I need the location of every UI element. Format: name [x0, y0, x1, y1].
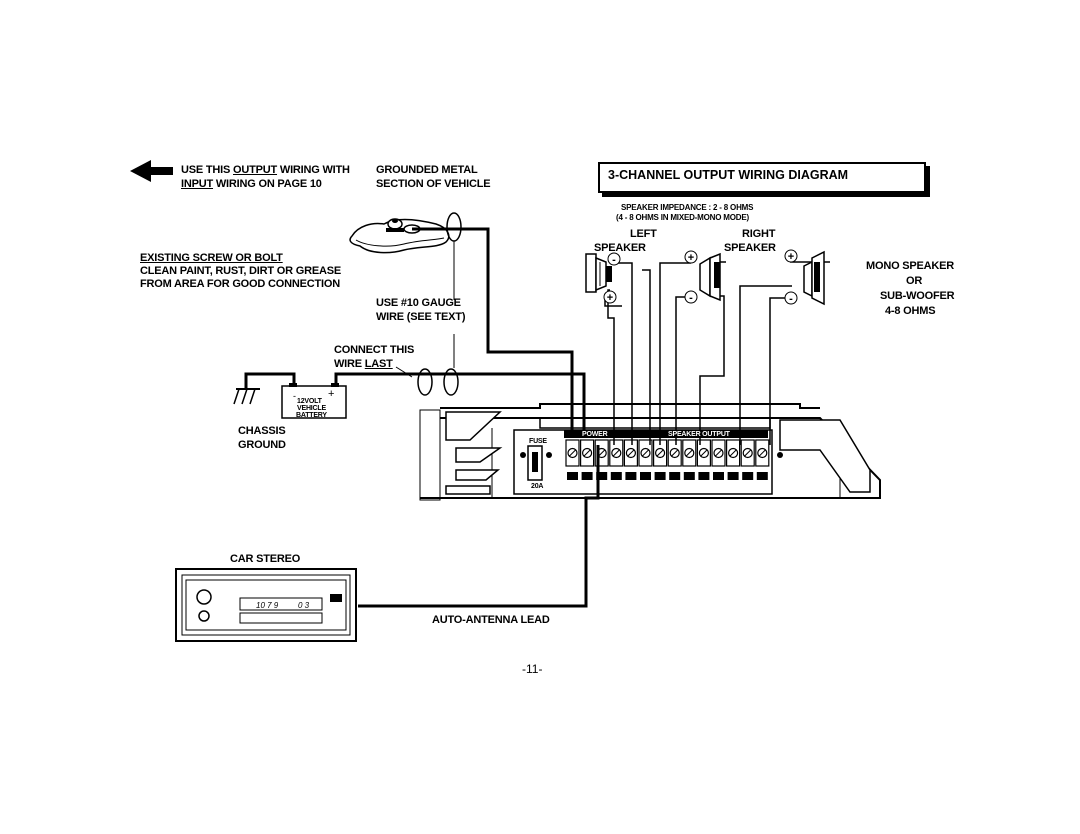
terminal-label [611, 472, 622, 480]
antenna-label: AUTO-ANTENNA LEAD [432, 614, 550, 626]
mono-label-2: OR [906, 275, 923, 287]
impedance-line-1: SPEAKER IMPEDANCE : 2 - 8 OHMS [621, 203, 754, 212]
chassis-ground-icon [234, 389, 260, 404]
terminal-label [640, 472, 651, 480]
note-line-2: INPUT WIRING ON PAGE 10 [181, 178, 322, 190]
battery-label-1: 12VOLT [297, 398, 322, 405]
speaker-icon [804, 252, 824, 304]
gauge-line-1: USE #10 GAUGE [376, 297, 461, 309]
terminal-label [698, 472, 709, 480]
chassis-label-2: GROUND [238, 439, 286, 451]
page-number: -11- [522, 662, 543, 676]
terminal-label [567, 472, 578, 480]
right-speaker-label-2: SPEAKER [724, 242, 776, 254]
gauge-line-2: WIRE (SEE TEXT) [376, 311, 466, 323]
terminal-label [655, 472, 666, 480]
battery-label-3: BATTERY [296, 412, 327, 419]
diagram-title: 3-CHANNEL OUTPUT WIRING DIAGRAM [608, 168, 849, 182]
ground-label-1: GROUNDED METAL [376, 164, 478, 176]
diagram-title-box [598, 162, 926, 193]
impedance-line-2: (4 - 8 OHMS IN MIXED-MONO MODE) [616, 213, 749, 222]
battery-minus: - [293, 391, 296, 401]
mono-label-3: SUB-WOOFER [880, 290, 955, 302]
mono-label-1: MONO SPEAKER [866, 260, 955, 272]
stereo-display: 10 7 9 [256, 601, 279, 610]
svg-text:+: + [687, 252, 695, 264]
svg-text:-: - [612, 254, 616, 266]
car-stereo [176, 569, 356, 641]
car-stereo-label: CAR STEREO [230, 553, 301, 565]
terminal-label [728, 472, 739, 480]
stereo-display-2: 0 3 [298, 601, 310, 610]
chassis-label-1: CHASSIS [238, 425, 286, 437]
connect-line-2: WIRE LAST [334, 358, 393, 370]
screw-heading: EXISTING SCREW OR BOLT [140, 252, 283, 264]
terminal-label [582, 472, 593, 480]
left-speaker-label-1: LEFT [630, 228, 657, 240]
arrow-left-icon [130, 160, 173, 182]
left-speaker-label-2: SPEAKER [594, 242, 646, 254]
battery-plus: + [328, 388, 335, 400]
terminal-label [625, 472, 636, 480]
amp-power-label: POWER [582, 431, 608, 438]
mono-label-4: 4-8 OHMS [885, 305, 936, 317]
amp-speaker-output-label: SPEAKER OUTPUT [668, 431, 730, 438]
terminal-label [669, 472, 680, 480]
terminal-label [684, 472, 695, 480]
note-line-1: USE THIS OUTPUT WIRING WITH [181, 164, 350, 176]
terminal-label [757, 472, 768, 480]
right-speaker-label-1: RIGHT [742, 228, 776, 240]
battery-label-2: VEHICLE [297, 405, 326, 412]
speaker-icon [700, 254, 720, 300]
ground-label-2: SECTION OF VEHICLE [376, 178, 491, 190]
screw-line-2: FROM AREA FOR GOOD CONNECTION [140, 278, 340, 290]
terminal-label [742, 472, 753, 480]
terminal-label [713, 472, 724, 480]
ground-bolt [350, 219, 449, 253]
svg-text:+: + [787, 251, 795, 263]
amp-fuse-label: FUSE [529, 438, 547, 445]
svg-text:-: - [789, 293, 793, 305]
svg-text:+: + [606, 292, 614, 304]
amp-fuse-rating: 20A [531, 483, 544, 490]
screw-line-1: CLEAN PAINT, RUST, DIRT OR GREASE [140, 265, 341, 277]
connect-line-1: CONNECT THIS [334, 344, 415, 356]
svg-text:-: - [689, 292, 693, 304]
